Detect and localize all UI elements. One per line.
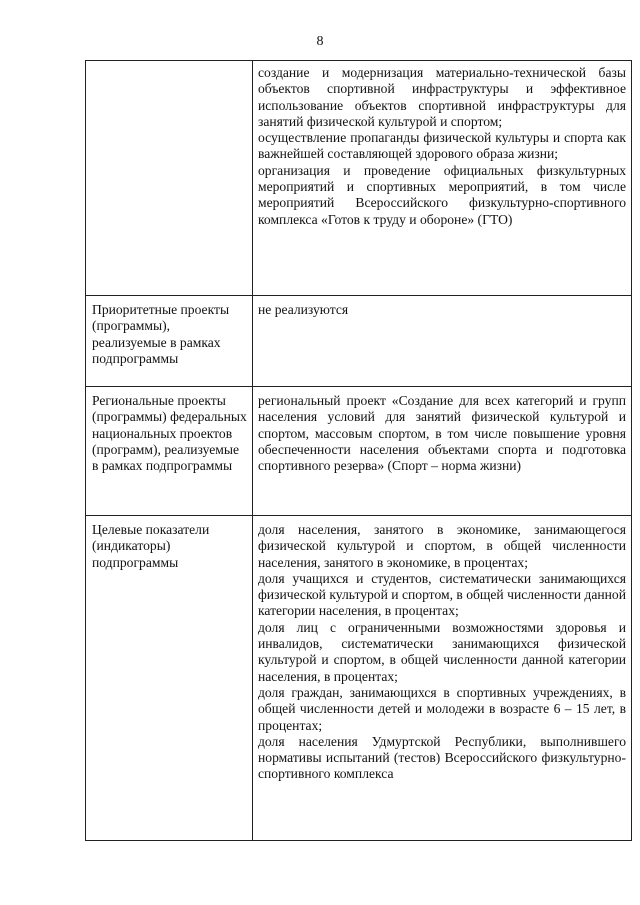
paragraph: региональный проект «Создание для всех категорий и групп населения условий для занятий физической культурой и спортом, массовым спортом, в том числе повышение уровня обеспеченности населения объектами спорта и подготовка спортивного резерва» (Спорт – норма жизни)	[258, 393, 626, 474]
table-row	[86, 387, 632, 516]
paragraph: доля учащихся и студентов, систематически занимающихся физической культурой и спортом, в общей численности данной категории населения, в процентах;	[258, 570, 626, 619]
row-label-cell: Приоритетные проекты (программы), реализуемые в рамках подпрограммы	[86, 296, 253, 387]
row-value-cell	[253, 296, 632, 387]
row-value-cell	[253, 516, 632, 841]
page-number: 8	[316, 34, 324, 49]
row-label-text: Целевые показатели (индикаторы) подпрограммы	[92, 522, 210, 570]
subprogram-passport-table	[85, 60, 632, 841]
table-row	[86, 516, 632, 841]
paragraph: создание и модернизация материально-технической базы объектов спортивной инфраструктуры и эффективное использование объектов спортивной инфраструктуры для занятий физической культурой и спортом;	[258, 65, 626, 129]
row-label-cell	[86, 61, 253, 296]
table-row	[86, 296, 632, 387]
row-value-cell	[253, 387, 632, 516]
paragraph: организация и проведение официальных физкультурных мероприятий и спортивных мероприятий, в том числе мероприятий Всероссийского физкультурно-спортивного комплекса «Готов к труду и обороне» (ГТО)	[258, 162, 626, 227]
paragraph: доля населения, занятого в экономике, занимающегося физической культурой и спортом, в общей численности населения, занятого в экономике, в процентах;	[258, 522, 626, 570]
row-label-cell: Региональные проекты (программы) федеральных национальных проектов (программ), реализуемые в рамках подпрограммы	[86, 387, 253, 516]
row-value-wrap	[258, 522, 626, 840]
row-value-cell	[253, 61, 632, 296]
row-label-cell	[86, 516, 253, 841]
paragraph: не реализуются	[258, 302, 349, 317]
paragraph: осуществление пропаганды физической культуры и спорта как важнейшей составляющей здорового образа жизни;	[258, 130, 626, 162]
paragraph: доля граждан, занимающихся в спортивных учреждениях, в общей численности детей и молодежи в возрасте 6 – 15 лет, в процентах;	[258, 684, 626, 733]
table-row	[86, 61, 632, 296]
paragraph: доля лиц с ограниченными возможностями здоровья и инвалидов, систематически занимающихся физической культурой и спортом, в общей численности данной категории населения, в процентах;	[258, 619, 626, 684]
paragraph: доля населения Удмуртской Республики, выполнившего нормативы испытаний (тестов) Всероссийского физкультурно-спортивного комплекса	[258, 733, 626, 782]
